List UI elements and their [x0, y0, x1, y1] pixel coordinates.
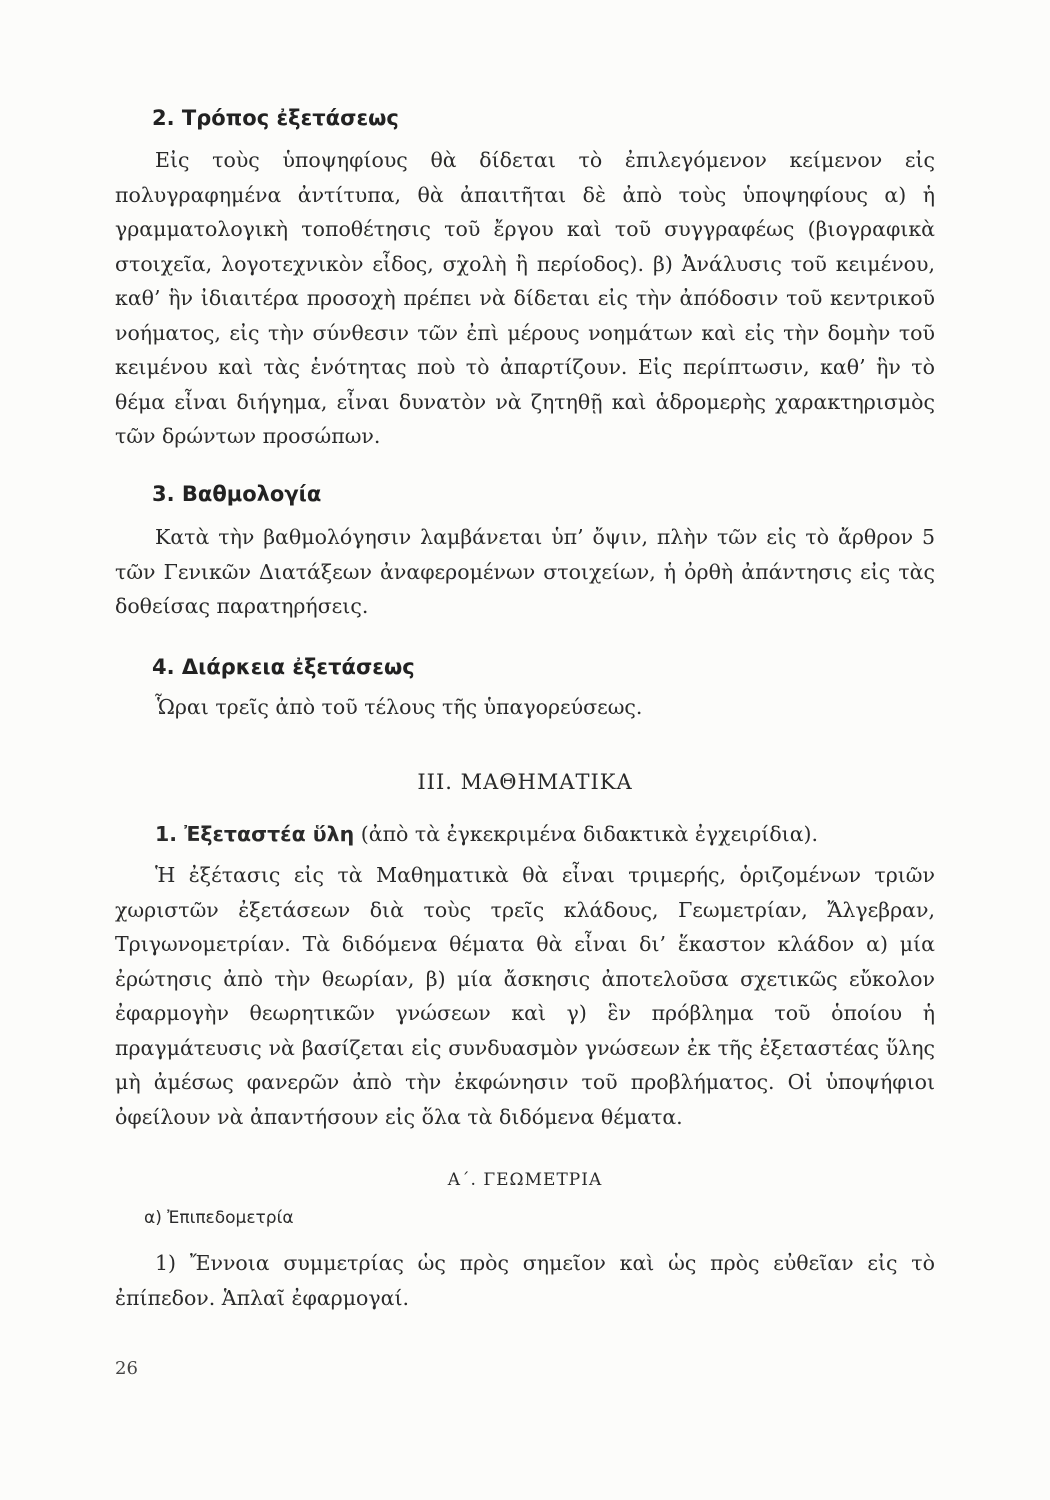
plane-geometry-subheading: α) Ἐπιπεδομετρία — [144, 1208, 294, 1228]
math-item-1-label: 1. Ἐξεταστέα ὕλη — [155, 822, 355, 846]
part-3-title: III. ΜΑΘΗΜΑΤΙΚΑ — [417, 770, 633, 794]
page-number: 26 — [115, 1358, 138, 1379]
section-3-paragraph: Κατὰ τὴν βαθμολόγησιν λαμβάνεται ὑπ’ ὄψιν, πλὴν τῶν εἰς τὸ ἄρθρον 5 τῶν Γενικῶν Διατάξεων ἀναφερομένων στοιχείων, ἡ ὀρθὴ ἀπάντησις εἰς τὰς δοθείσας παρατηρήσεις. — [115, 525, 935, 618]
section-2-heading: 2. Τρόπος ἐξετάσεως — [152, 106, 399, 130]
section-4-heading: 4. Διάρκεια ἐξετάσεως — [152, 655, 415, 679]
section-4-paragraph: Ὧραι τρεῖς ἀπὸ τοῦ τέλους τῆς ὑπαγορεύσεως. — [155, 695, 643, 719]
math-item-1-rest: (ἀπὸ τὰ ἐγκεκριμένα διδακτικὰ ἐγχειρίδια). — [360, 822, 819, 846]
section-2-paragraph: Εἰς τοὺς ὑποψηφίους θὰ δίδεται τὸ ἐπιλεγόμενον κείμενον εἰς πολυγραφημένα ἀντίτυπα, θὰ ἀπαιτῆται δὲ ἀπὸ τοὺς ὑποψηφίους α) ἡ γραμματολογικὴ τοποθέτησις τοῦ ἔργου καὶ τοῦ συγγραφέως (βιογραφικὰ στοιχεῖα, λογοτεχνικὸν εἶδος, σχολὴ ἢ περίοδος). β) Ἀνάλυσις τοῦ κειμένου, καθ’ ἣν ἰδιαιτέρα προσοχὴ πρέπει νὰ δίδεται εἰς τὴν ἀπόδοσιν τοῦ κεντρικοῦ νοήματος, εἰς τὴν σύνθεσιν τῶν ἐπὶ μέρους νοημάτων καὶ εἰς τὴν δομὴν τοῦ κειμένου καὶ τὰς ἑνότητας ποὺ τὸ ἀπαρτίζουν. Εἰς περίπτωσιν, καθ’ ἣν τὸ θέμα εἶναι διήγημα, εἶναι δυνατὸν νὰ ζητηθῇ καὶ ἁδρομερὴς χαρακτηρισμὸς τῶν δρώντων προσώπων. — [115, 148, 935, 448]
math-item-1-line — [155, 822, 975, 846]
math-paragraph: Ἡ ἐξέτασις εἰς τὰ Μαθηματικὰ θὰ εἶναι τριμερής, ὁριζομένων τριῶν χωριστῶν ἐξετάσεων διὰ τοὺς τρεῖς κλάδους, Γεωμετρίαν, Ἄλγεβραν, Τριγωνομετρίαν. Τὰ διδόμενα θέματα θὰ εἶναι δι’ ἕκαστον κλάδον α) μία ἐρώτησις ἀπὸ τὴν θεωρίαν, β) μία ἄσκησις ἀποτελοῦσα σχετικῶς εὔκολον ἐφαρμογὴν θεωρητικῶν γνώσεων καὶ γ) ἓν πρόβλημα τοῦ ὁποίου ἡ πραγμάτευσις νὰ βασίζεται εἰς συνδυασμὸν γνώσεων ἐκ τῆς ἐξεταστέας ὕλης μὴ ἀμέσως φανερῶν ἀπὸ τὴν ἐκφώνησιν τοῦ προβλήματος. Οἱ ὑποψήφιοι ὀφείλουν νὰ ἀπαντήσουν εἰς ὅλα τὰ διδόμενα θέματα. — [115, 863, 935, 1129]
section-3-heading: 3. Βαθμολογία — [152, 482, 322, 506]
geometry-item-1: 1) Ἔννοια συμμετρίας ὡς πρὸς σημεῖον καὶ ὡς πρὸς εὐθεῖαν εἰς τὸ ἐπίπεδον. Ἁπλαῖ ἐφαρμογαί. — [115, 1251, 935, 1310]
geometry-title: Α΄. ΓΕΩΜΕΤΡΙΑ — [447, 1170, 603, 1190]
